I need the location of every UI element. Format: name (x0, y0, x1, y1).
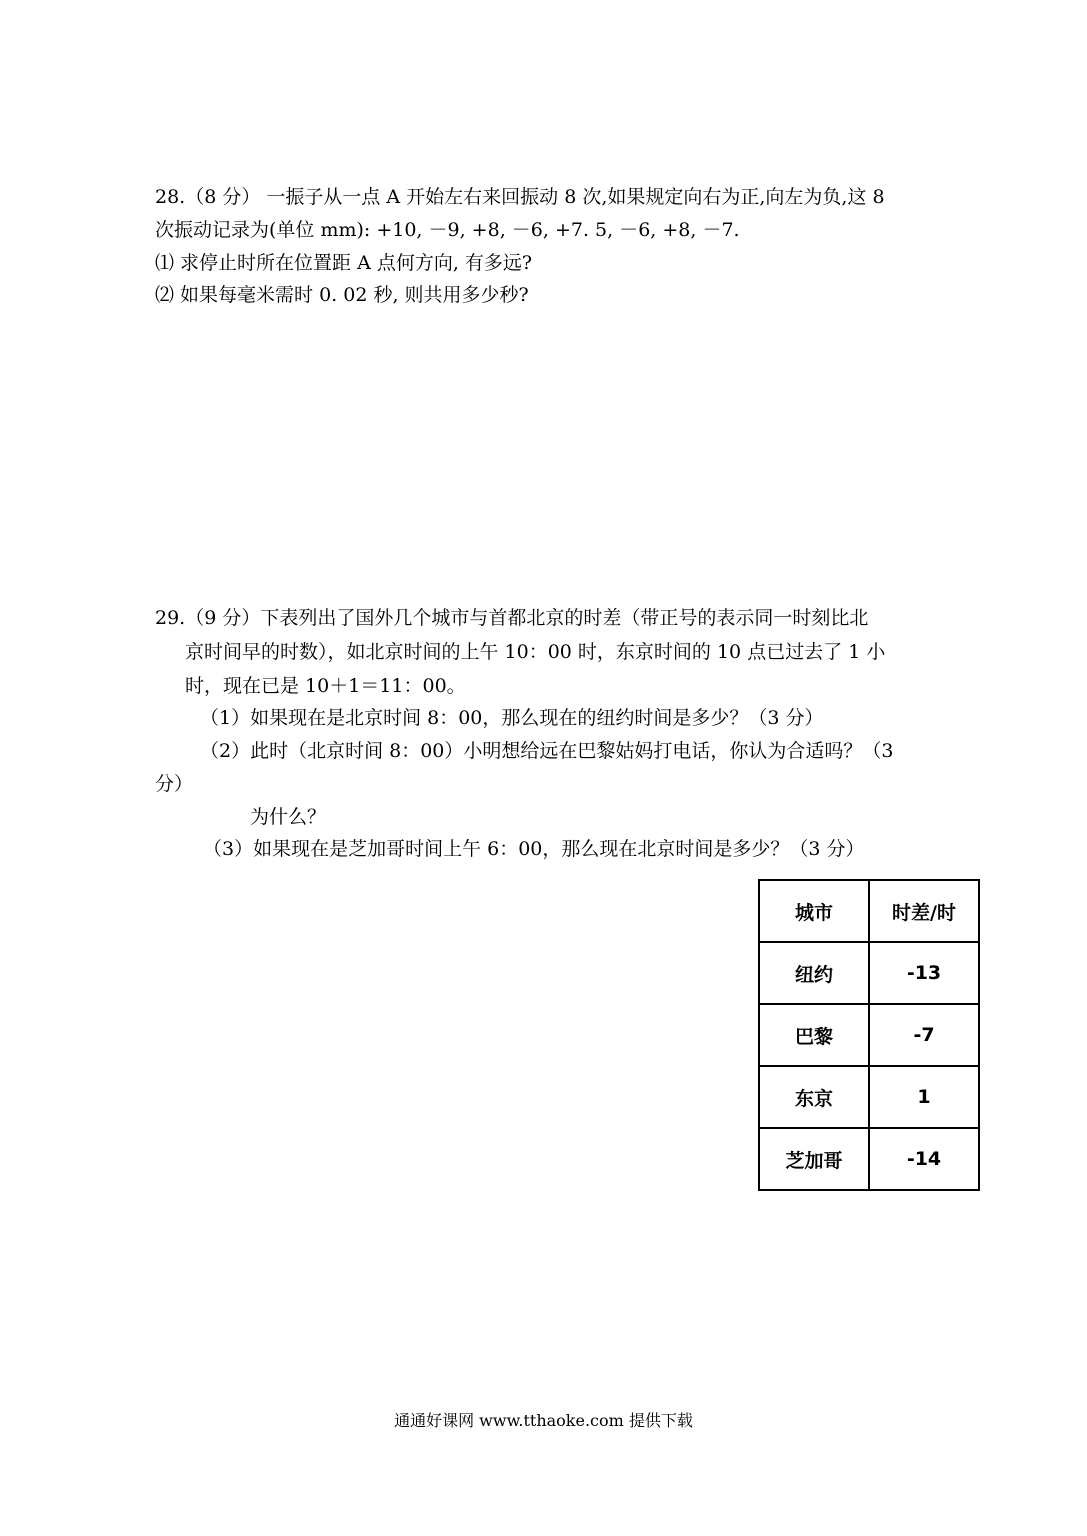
q29-line-1: 29.（9 分）下表列出了国外几个城市与首都北京的时差（带正号的表示同一时刻比北 (155, 607, 869, 629)
page-footer: 通通好课网 www.tthaoke.com 提供下载 (394, 1411, 693, 1430)
q29-part-3: （3）如果现在是芝加哥时间上午 6：00，那么现在北京时间是多少？（3 分） (203, 838, 865, 860)
table-cell-diff: -14 (869, 1128, 979, 1190)
table-header-city: 城市 (759, 880, 869, 942)
table-cell-diff: 1 (869, 1066, 979, 1128)
q28-part-2: ⑵ 如果每毫米需时 0. 02 秒, 则共用多少秒? (155, 284, 529, 306)
table-cell-city: 纽约 (759, 942, 869, 1004)
table-header-diff: 时差/时 (869, 880, 979, 942)
table-cell-diff: -13 (869, 942, 979, 1004)
table-cell-city: 东京 (759, 1066, 869, 1128)
q29-line-2: 京时间早的时数），如北京时间的上午 10：00 时，东京时间的 10 点已过去了 1 小 (185, 641, 886, 663)
table-row (759, 942, 979, 1004)
table-cell-city: 芝加哥 (759, 1128, 869, 1190)
q28-line-1: 28.（8 分） 一振子从一点 A 开始左右来回振动 8 次,如果规定向右为正,向左为负,这 8 (155, 186, 885, 208)
time-difference-table (758, 879, 980, 1191)
table-row (759, 1066, 979, 1128)
q29-line-3: 时，现在已是 10＋1＝11：00。 (185, 675, 466, 697)
table-header-row (759, 880, 979, 942)
q28-part-1: ⑴ 求停止时所在位置距 A 点何方向, 有多远? (155, 252, 533, 274)
q29-part-2: （2）此时（北京时间 8：00）小明想给远在巴黎姑妈打电话，你认为合适吗？（3 (200, 740, 894, 762)
q29-part-1: （1）如果现在是北京时间 8：00，那么现在的纽约时间是多少？（3 分） (200, 707, 824, 729)
q29-part-2-wrap: 分） (155, 773, 194, 795)
table-cell-diff: -7 (869, 1004, 979, 1066)
table-row (759, 1004, 979, 1066)
table-row (759, 1128, 979, 1190)
table-cell-city: 巴黎 (759, 1004, 869, 1066)
q29-part-2-why: 为什么？ (250, 806, 327, 828)
q28-line-2: 次振动记录为(单位 mm): +10, －9, +8, －6, +7. 5, －6, +8, －7. (155, 219, 740, 241)
